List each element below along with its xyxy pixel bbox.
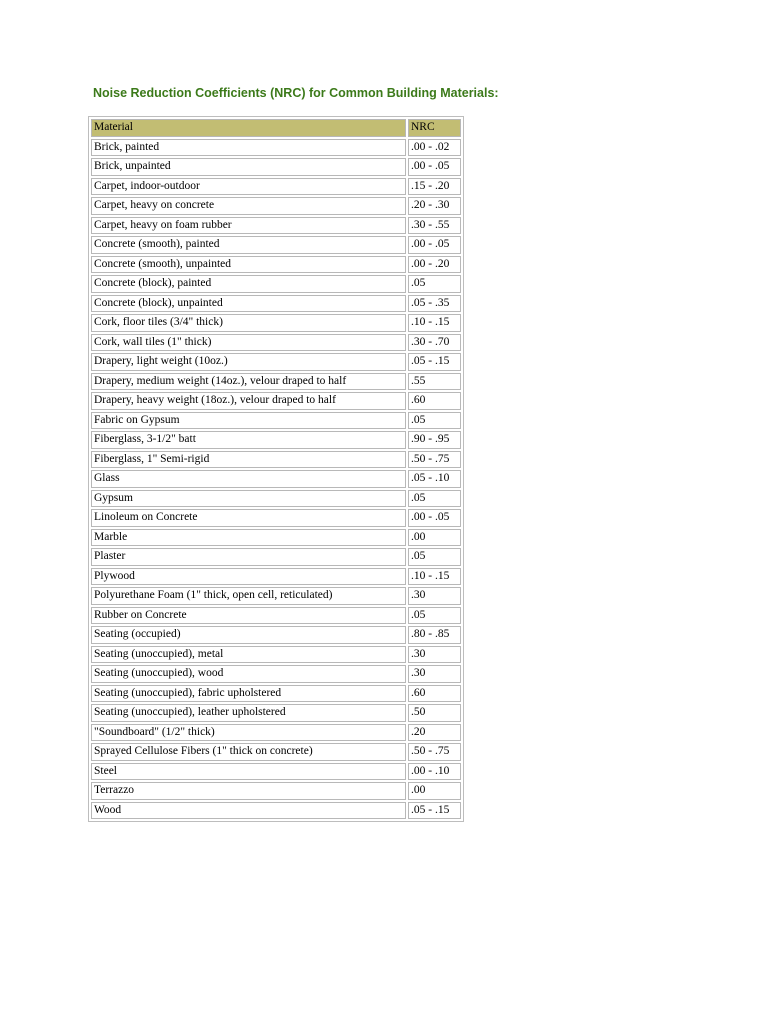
table-row [91,626,461,644]
material-cell: Plywood [91,568,406,586]
nrc-cell: .20 [408,724,461,742]
nrc-cell: .60 [408,392,461,410]
nrc-cell: .00 [408,529,461,547]
table-row [91,392,461,410]
material-cell: Linoleum on Concrete [91,509,406,527]
nrc-cell: .10 - .15 [408,568,461,586]
table-row [91,236,461,254]
table-row [91,431,461,449]
material-cell: Carpet, heavy on concrete [91,197,406,215]
material-cell: Seating (unoccupied), leather upholstered [91,704,406,722]
table-row [91,470,461,488]
material-cell: Cork, floor tiles (3/4" thick) [91,314,406,332]
material-cell: Fabric on Gypsum [91,412,406,430]
material-cell: Concrete (block), unpainted [91,295,406,313]
material-cell: Brick, painted [91,139,406,157]
material-cell: Wood [91,802,406,820]
table-row [91,782,461,800]
material-cell: Drapery, medium weight (14oz.), velour draped to half [91,373,406,391]
nrc-cell: .10 - .15 [408,314,461,332]
table-row [91,802,461,820]
table-row [91,314,461,332]
material-cell: Terrazzo [91,782,406,800]
table-row [91,256,461,274]
material-cell: Drapery, light weight (10oz.) [91,353,406,371]
nrc-cell: .05 [408,275,461,293]
material-cell: Brick, unpainted [91,158,406,176]
material-cell: Drapery, heavy weight (18oz.), velour draped to half [91,392,406,410]
nrc-cell: .00 - .20 [408,256,461,274]
table-row [91,217,461,235]
nrc-cell: .30 [408,587,461,605]
nrc-cell: .50 - .75 [408,451,461,469]
table-row [91,178,461,196]
page-title: Noise Reduction Coefficients (NRC) for Common Building Materials: [93,86,499,100]
nrc-cell: .30 [408,665,461,683]
material-cell: Carpet, heavy on foam rubber [91,217,406,235]
table-row [91,412,461,430]
material-cell: Plaster [91,548,406,566]
material-cell: Concrete (smooth), unpainted [91,256,406,274]
table-row [91,197,461,215]
material-cell: Sprayed Cellulose Fibers (1" thick on concrete) [91,743,406,761]
material-cell: Marble [91,529,406,547]
table-row [91,490,461,508]
nrc-cell: .15 - .20 [408,178,461,196]
table-row [91,763,461,781]
table-row [91,646,461,664]
table-row [91,568,461,586]
header-nrc: NRC [408,119,461,137]
material-cell: Concrete (smooth), painted [91,236,406,254]
nrc-cell: .05 - .15 [408,802,461,820]
nrc-cell: .05 [408,490,461,508]
material-cell: Carpet, indoor-outdoor [91,178,406,196]
nrc-cell: .30 [408,646,461,664]
nrc-cell: .80 - .85 [408,626,461,644]
table-row [91,509,461,527]
nrc-cell: .05 - .10 [408,470,461,488]
table-row [91,275,461,293]
nrc-cell: .20 - .30 [408,197,461,215]
nrc-cell: .05 [408,548,461,566]
table-header-row [91,119,461,137]
nrc-cell: .00 - .05 [408,158,461,176]
material-cell: Concrete (block), painted [91,275,406,293]
table-row [91,665,461,683]
nrc-cell: .00 - .05 [408,509,461,527]
table-row [91,724,461,742]
table-row [91,704,461,722]
material-cell: Polyurethane Foam (1" thick, open cell, reticulated) [91,587,406,605]
material-cell: "Soundboard" (1/2" thick) [91,724,406,742]
table-row [91,685,461,703]
material-cell: Fiberglass, 1" Semi-rigid [91,451,406,469]
nrc-cell: .00 - .02 [408,139,461,157]
table-row [91,529,461,547]
material-cell: Cork, wall tiles (1" thick) [91,334,406,352]
nrc-cell: .55 [408,373,461,391]
nrc-cell: .50 [408,704,461,722]
table-row [91,158,461,176]
table-body [91,139,461,820]
table-row [91,743,461,761]
nrc-table [88,116,464,822]
material-cell: Steel [91,763,406,781]
material-cell: Rubber on Concrete [91,607,406,625]
material-cell: Seating (unoccupied), metal [91,646,406,664]
material-cell: Fiberglass, 3-1/2" batt [91,431,406,449]
table-row [91,373,461,391]
material-cell: Seating (unoccupied), wood [91,665,406,683]
nrc-cell: .30 - .70 [408,334,461,352]
table-row [91,353,461,371]
nrc-cell: .00 - .05 [408,236,461,254]
material-cell: Gypsum [91,490,406,508]
material-cell: Seating (unoccupied), fabric upholstered [91,685,406,703]
nrc-cell: .05 - .15 [408,353,461,371]
nrc-cell: .50 - .75 [408,743,461,761]
table-row [91,295,461,313]
header-material: Material [91,119,406,137]
material-cell: Glass [91,470,406,488]
nrc-cell: .60 [408,685,461,703]
nrc-cell: .90 - .95 [408,431,461,449]
nrc-cell: .30 - .55 [408,217,461,235]
nrc-cell: .05 - .35 [408,295,461,313]
table-row [91,548,461,566]
table-row [91,334,461,352]
table-row [91,587,461,605]
table-row [91,139,461,157]
nrc-cell: .05 [408,607,461,625]
table-row [91,607,461,625]
material-cell: Seating (occupied) [91,626,406,644]
table-row [91,451,461,469]
nrc-cell: .00 [408,782,461,800]
nrc-cell: .05 [408,412,461,430]
nrc-cell: .00 - .10 [408,763,461,781]
